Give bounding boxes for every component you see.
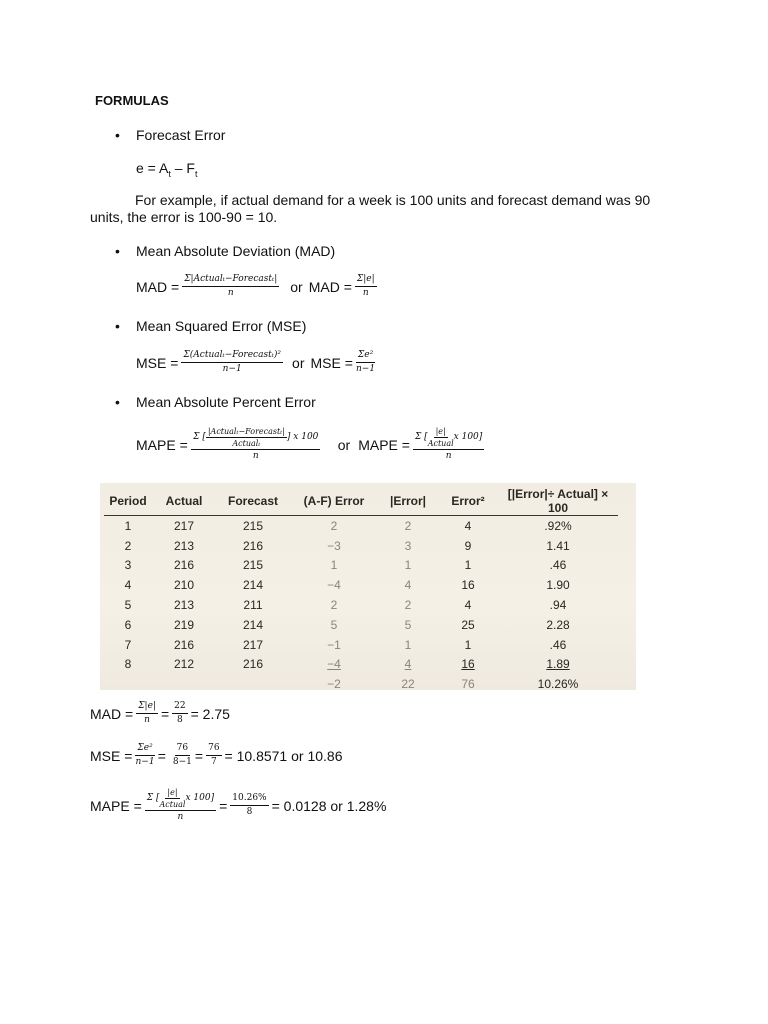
result-fraction	[135, 743, 154, 768]
result-value: = 2.75	[190, 705, 230, 722]
formula-lhs: MAPE =	[358, 436, 410, 453]
equals-sign: =	[219, 797, 228, 814]
col-header: Period	[104, 487, 152, 516]
fraction-numerator	[413, 427, 484, 450]
result-fraction	[230, 793, 268, 818]
table-cell: 9	[464, 538, 472, 553]
bullet-mad	[115, 243, 335, 259]
table-cell: 4	[404, 578, 412, 593]
total-cell	[152, 674, 216, 694]
table-cell: 1	[124, 518, 132, 533]
mse-formula	[136, 350, 378, 375]
fraction-numerator: Σ|Actualₜ−Forecastₜ|	[182, 274, 279, 287]
table-cell: 2	[330, 518, 338, 533]
inner-fraction	[206, 427, 287, 448]
formula-lhs: MAPE =	[136, 436, 188, 453]
formula-lhs: MAPE =	[90, 797, 142, 814]
table-row	[104, 556, 618, 576]
fraction-numerator: 22	[172, 701, 187, 714]
table-cell: 212	[173, 657, 195, 672]
table-cell: 1	[464, 637, 472, 652]
equals-sign: =	[160, 705, 170, 722]
table-totals-row	[104, 674, 618, 694]
result-fraction	[136, 701, 158, 726]
table-cell: 16	[461, 657, 475, 672]
fraction-numerator: Σ(Actualₜ−Forecastₜ)²	[181, 350, 283, 363]
fraction-denominator: 8	[246, 807, 253, 817]
col-header: |Error|	[378, 487, 438, 516]
inner-numerator: |e|	[167, 788, 178, 797]
table-cell: .94	[549, 598, 567, 613]
fraction-denominator: n−1	[356, 364, 376, 374]
eq-subscript: t	[168, 168, 171, 179]
table-cell: 211	[243, 598, 263, 613]
result-fraction	[145, 788, 216, 823]
table-row	[104, 575, 618, 595]
fraction-numerator: 10.26%	[230, 793, 268, 806]
total-cell: 22	[401, 677, 415, 692]
mse-fraction-long	[181, 350, 283, 375]
bullet-label: Mean Absolute Percent Error	[136, 394, 316, 410]
result-value: = 0.0128 or 1.28%	[271, 797, 387, 814]
formula-lhs: MSE =	[90, 747, 133, 764]
fraction-denominator: n	[227, 288, 234, 298]
example-paragraph: For example, if actual demand for a week is 100 units and forecast demand was 90 units, the error is 100-90 = 10.	[90, 192, 651, 225]
formula-lhs: MAD =	[136, 278, 180, 295]
inner-fraction	[428, 427, 454, 448]
bullet-label: Mean Absolute Deviation (MAD)	[136, 243, 336, 259]
formula-lhs: MAD =	[90, 705, 134, 722]
col-header: Error²	[438, 487, 498, 516]
table-cell: 2	[404, 598, 412, 613]
total-cell: −2	[327, 677, 341, 692]
table-cell: .46	[549, 637, 567, 652]
col-header: Actual	[152, 487, 216, 516]
table-cell: 25	[461, 617, 475, 632]
result-fraction	[206, 743, 221, 768]
table-cell: 213	[173, 538, 195, 553]
table-cell: 5	[124, 598, 132, 613]
table-row	[104, 595, 618, 615]
table-cell: 210	[173, 578, 195, 593]
fraction-denominator: n	[252, 451, 259, 461]
sigma-bracket: Σ [	[193, 432, 206, 442]
table-cell: −3	[327, 538, 341, 553]
total-cell: 10.26%	[537, 677, 579, 692]
total-cell: 76	[461, 677, 475, 692]
error-table	[104, 487, 618, 694]
table-cell: 217	[173, 518, 195, 533]
fraction-numerator	[145, 788, 216, 811]
result-fraction	[172, 701, 187, 726]
table-cell: 216	[173, 637, 195, 652]
mad-result	[90, 701, 230, 726]
or-text: or	[290, 278, 303, 295]
table-cell: 2.28	[546, 617, 570, 632]
fraction-denominator: 8	[177, 715, 183, 725]
table-cell: 4	[464, 598, 472, 613]
bullet-label: Forecast Error	[136, 127, 226, 143]
mape-fraction-long	[191, 427, 321, 462]
equals-sign: =	[194, 747, 204, 764]
mad-fraction-long	[182, 274, 279, 299]
sigma-bracket: Σ [	[146, 793, 160, 803]
table-cell: 7	[124, 637, 132, 652]
eq-subscript: t	[194, 168, 198, 179]
mape-formula	[136, 427, 487, 462]
table-cell: 4	[124, 578, 132, 593]
table-row	[104, 655, 618, 675]
bullet-label: Mean Squared Error (MSE)	[136, 318, 307, 334]
table-cell: .46	[549, 558, 567, 573]
formula-lhs: MSE =	[310, 354, 353, 371]
table-row	[104, 536, 618, 556]
col-header: [|Error|÷ Actual] × 100	[498, 487, 618, 516]
fraction-denominator: n	[362, 288, 369, 298]
sigma-bracket: Σ [	[414, 432, 428, 442]
inner-fraction	[160, 788, 186, 809]
total-cell	[216, 674, 290, 694]
error-table-photo	[100, 483, 636, 690]
table-cell: .92%	[544, 518, 572, 533]
bullet-dot: •	[115, 394, 120, 410]
mad-formula	[136, 274, 380, 299]
table-cell: 1	[404, 637, 412, 652]
fraction-denominator: n−1	[135, 757, 155, 767]
table-cell: 214	[242, 578, 264, 593]
table-cell: 1	[404, 558, 412, 573]
formula-lhs: MAD =	[308, 278, 352, 295]
table-cell: 6	[124, 617, 132, 632]
table-cell: 5	[330, 617, 338, 632]
inner-denominator: Actualₜ	[232, 439, 261, 448]
result-fraction	[173, 743, 192, 768]
inner-denominator: Actual	[427, 439, 454, 448]
mse-result	[90, 743, 342, 768]
equals-sign: =	[157, 747, 166, 764]
inner-numerator: |Actualₜ−Forecastₜ|	[207, 427, 285, 436]
fraction-denominator: n	[144, 715, 150, 725]
table-cell: 8	[124, 657, 132, 672]
table-row	[104, 516, 618, 536]
error-equation	[136, 160, 197, 179]
table-cell: 4	[464, 518, 472, 533]
fraction-numerator: 76	[206, 743, 221, 756]
table-cell: 5	[404, 617, 412, 632]
table-cell: 2	[124, 538, 132, 553]
fraction-denominator: 7	[210, 757, 217, 767]
fraction-denominator: n	[177, 812, 184, 822]
mape-result	[90, 788, 386, 823]
fraction-numerator	[191, 427, 320, 450]
table-cell: 3	[404, 538, 412, 553]
table-cell: 213	[173, 598, 195, 613]
table-cell: 1.89	[546, 657, 570, 672]
fraction-numerator: Σ|e|	[136, 701, 158, 714]
table-cell: 1.90	[546, 578, 570, 593]
table-cell: 2	[404, 518, 412, 533]
fraction-numerator: 76	[175, 743, 190, 756]
table-row	[104, 615, 618, 635]
fraction-numerator: Σe²	[356, 350, 375, 363]
inner-denominator: Actual	[159, 800, 186, 809]
bullet-dot: •	[115, 127, 120, 143]
table-cell: 216	[173, 558, 195, 573]
table-header-row	[104, 487, 618, 516]
table-cell: −1	[327, 637, 341, 652]
or-text: or	[292, 354, 305, 371]
formula-lhs: MSE =	[136, 354, 179, 371]
fraction-numerator: Σ|e|	[355, 274, 377, 287]
table-cell: −4	[327, 657, 341, 672]
fraction-denominator: n−1	[222, 364, 242, 374]
bullet-dot: •	[115, 318, 120, 334]
table-cell: 1	[330, 558, 338, 573]
mape-fraction-short	[413, 427, 484, 462]
or-text: or	[337, 436, 351, 453]
table-cell: 214	[242, 617, 264, 632]
fraction-denominator: 8−1	[172, 757, 192, 767]
table-cell: 215	[242, 518, 264, 533]
table-cell: 215	[242, 558, 264, 573]
table-cell: 2	[330, 598, 338, 613]
table-cell: 1.41	[546, 538, 570, 553]
mse-fraction-short	[356, 350, 375, 375]
bullet-forecast-error	[115, 127, 225, 143]
page-heading: FORMULAS	[95, 93, 169, 108]
times-100: x 100]	[185, 793, 215, 803]
times-100: x 100]	[453, 432, 483, 442]
eq-text: e = A	[136, 160, 169, 176]
col-header: (A-F) Error	[290, 487, 378, 516]
fraction-denominator: n	[445, 451, 452, 461]
inner-numerator: |e|	[435, 427, 446, 436]
mad-fraction-short	[355, 274, 377, 299]
table-row	[104, 635, 618, 655]
table-cell: 216	[242, 538, 264, 553]
table-cell: −4	[327, 578, 341, 593]
total-cell	[104, 674, 152, 694]
bullet-mape	[115, 394, 316, 410]
bullet-dot: •	[115, 243, 120, 259]
table-cell: 16	[461, 578, 475, 593]
times-100: ] x 100	[286, 432, 319, 442]
table-cell: 217	[242, 637, 264, 652]
table-cell: 1	[464, 558, 472, 573]
fraction-numerator: Σe²	[135, 743, 154, 756]
eq-text: – F	[170, 160, 195, 176]
col-header: Forecast	[216, 487, 290, 516]
bullet-mse	[115, 318, 306, 334]
table-cell: 216	[242, 657, 264, 672]
table-cell: 219	[173, 617, 195, 632]
table-cell: 3	[124, 558, 132, 573]
table-cell: 4	[404, 657, 412, 672]
result-value: = 10.8571 or 10.86	[224, 747, 343, 764]
